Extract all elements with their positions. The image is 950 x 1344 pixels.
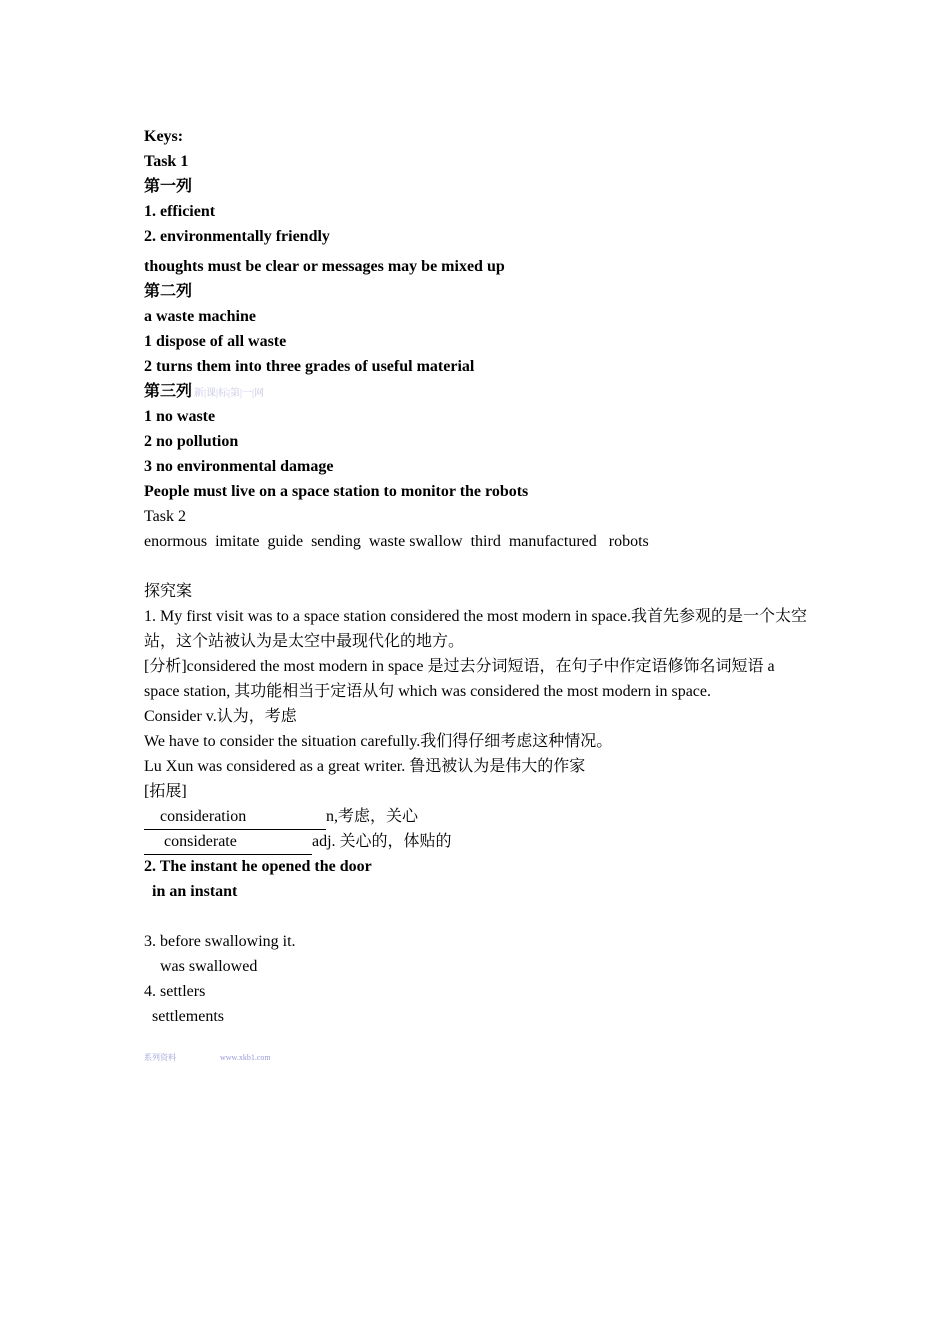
q3-line-2: was swallowed (160, 958, 258, 975)
col1-item-2 (144, 224, 814, 249)
col2-item-2: 1 dispose of all waste (144, 333, 287, 350)
footer-right-text: www.xkb1.com (220, 1053, 271, 1062)
explore-paragraph-1: 1. My first visit was to a space station considered the most modern in space.我首先参观的是一个太空站，这个站被认为是太空中最现代化的地方。 (144, 608, 808, 650)
col3-item-4: People must live on a space station to monitor the robots (144, 483, 529, 500)
col2-item-3: 2 turns them into three grades of useful material (144, 358, 475, 375)
extension-label: [拓展] (144, 783, 187, 800)
task2-title: Task 2 (144, 508, 186, 525)
explore-paragraph-4: We have to consider the situation carefully.我们得仔细考虑这种情况。 (144, 733, 613, 750)
fill-blank-2 (144, 829, 312, 855)
q2-line-2: in an instant (152, 883, 238, 900)
document-body (144, 124, 814, 1029)
col1-heading: 第一列 (144, 178, 193, 195)
fill-blank-1-answer: consideration (160, 808, 247, 825)
explore-paragraph-3: Consider v.认为，考虑 (144, 708, 297, 725)
col2-heading: 第二列 (144, 283, 193, 300)
footer-left-text: 系列资料 (144, 1053, 176, 1062)
explore-title: 探究案 (144, 583, 193, 600)
col3-item-3: 3 no environmental damage (144, 458, 334, 475)
extension-item-1-meaning: n,考虑，关心 (326, 808, 419, 825)
fill-blank-1 (144, 804, 326, 830)
task1-title: Task 1 (144, 153, 189, 170)
col3-heading-line (144, 379, 814, 404)
q3-line-1: 3. before swallowing it. (144, 933, 296, 950)
col2-item-1: a waste machine (144, 308, 256, 325)
col1-item-2-text: 2. environmentally friendly (144, 228, 330, 245)
extension-item-2-meaning: adj. 关心的，体贴的 (312, 833, 452, 850)
q2-line-1: 2. The instant he opened the door (144, 858, 372, 875)
explore-paragraph-2: [分析]considered the most modern in space 是过去分词短语，在句子中作定语修饰名词短语 a space station, 其功能相当于定语从句 which was considered the most modern in space. (144, 658, 775, 700)
q4-line-2: settlements (152, 1008, 224, 1025)
keys-title: Keys: (144, 128, 184, 145)
q4-line-1: 4. settlers (144, 983, 206, 1000)
col3-item-2: 2 no pollution (144, 433, 239, 450)
watermark-text: 新|课|标|第|一|网 (194, 388, 265, 399)
footer-watermark (144, 1052, 315, 1063)
extension-item-1 (144, 804, 814, 829)
col3-heading: 第三列 (144, 383, 193, 400)
task2-answers: enormous imitate guide sending waste swallow third manufactured robots (144, 533, 649, 550)
fill-blank-2-answer: considerate (164, 833, 237, 850)
col1-item-1: 1. efficient (144, 203, 216, 220)
col3-item-1: 1 no waste (144, 408, 216, 425)
explore-paragraph-5: Lu Xun was considered as a great writer. 鲁迅被认为是伟大的作家 (144, 758, 586, 775)
extension-item-2 (144, 829, 814, 854)
col1-item-3: thoughts must be clear or messages may be mixed up (144, 258, 505, 275)
